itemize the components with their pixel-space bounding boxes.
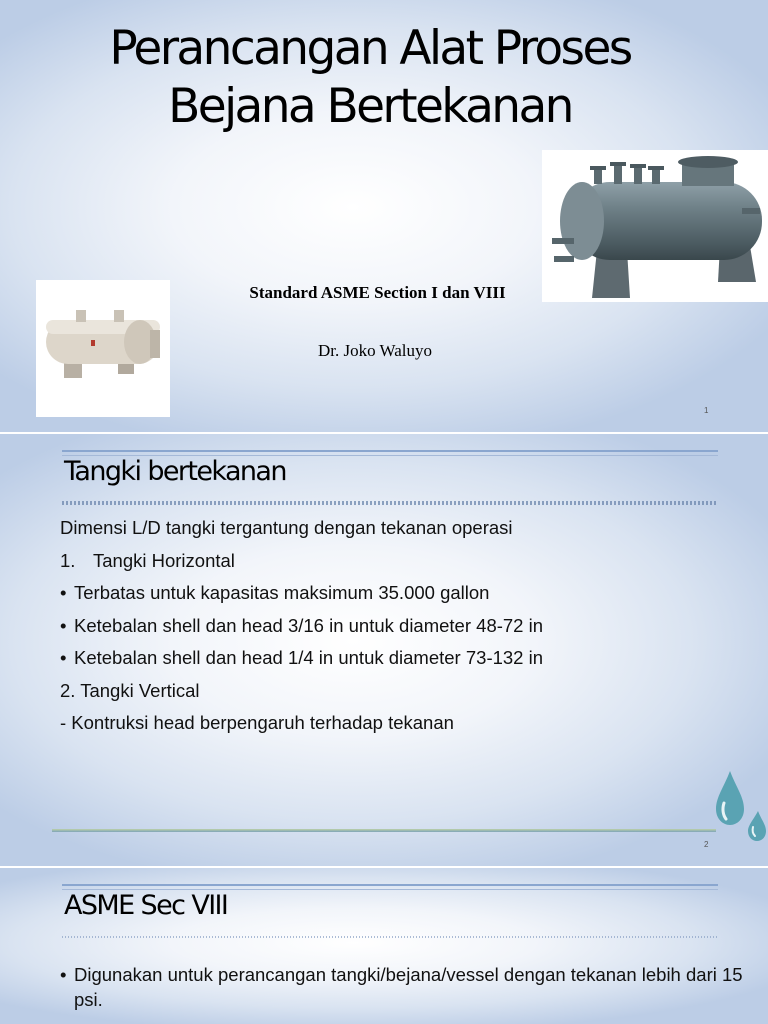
author-name: Dr. Joko Waluyo [317,341,432,360]
bullet-icon: • [60,964,67,985]
bullet-item [60,962,750,1012]
bullet-item [60,642,740,675]
slide-title: ASME Sec VIII [64,890,228,921]
item-number: 1. [60,549,76,571]
slide-3 [0,868,768,1024]
page-number: 1 [704,406,709,415]
slide-1 [0,0,768,432]
bottom-rule [52,829,716,832]
list-item [60,545,740,578]
title-line-1: Perancangan Alat Proses [109,21,631,76]
bullet-icon: • [60,614,67,636]
slide-body [60,962,750,1012]
slide-body [60,512,740,740]
slide-2 [0,434,768,866]
list-item: - Kontruksi head berpengaruh terhadap tekanan [60,712,454,733]
list-item: Dimensi L/D tangki tergantung dengan tekanan operasi [60,517,513,538]
horizontal-pressure-vessel-photo [542,150,768,302]
slide-title: Tangki bertekanan [64,456,286,487]
slide-subtitle: Standard ASME Section I dan VIII [249,283,506,302]
title-underline [62,936,718,938]
bullet-icon: • [60,647,67,668]
title-line-2: Bejana Bertekanan [168,79,572,134]
top-rule [62,450,718,452]
bullet-text: Ketebalan shell dan head 3/16 in untuk diameter 48-72 in [74,614,544,636]
water-drops-icon [710,769,768,849]
list-item: 2. Tangki Vertical [60,679,200,701]
bullet-text: Terbatas untuk kapasitas maksimum 35.000 gallon [74,582,490,603]
bullet-text: Ketebalan shell dan head 1/4 in untuk diameter 73-132 in [74,647,544,668]
bullet-item [60,610,740,643]
bullet-text: Digunakan untuk perancangan tangki/bejana/vessel dengan tekanan lebih dari 15 psi. [74,964,743,1010]
bullet-icon: • [60,582,67,603]
title-underline [62,501,718,505]
item-text: Tangki Horizontal [93,549,235,571]
page-number: 2 [704,840,709,849]
slide-title [0,20,740,136]
top-rule [62,884,718,886]
bullet-item [60,577,740,610]
